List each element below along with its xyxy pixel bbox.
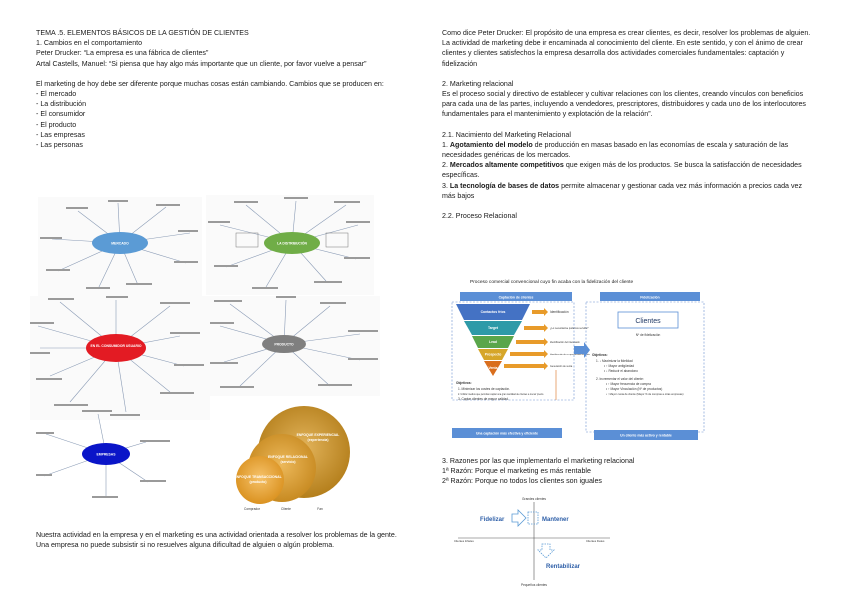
section-3: [442, 456, 814, 487]
objetivo-item: • ↑ Mayor frecuencia de compra: [606, 382, 651, 386]
right-column: [442, 28, 814, 221]
relational-definition: Es el proceso social y directivo de establecer y cultivar relaciones con los clientes, creando vínculos con beneficios para cada una de las partes, incluyendo a vendedores, prescriptores, distribuidores y cada uno de los interlocutores fundamentales para el mantenimiento y explotación de la relación”.: [442, 90, 806, 119]
mindmap-consumidor: [30, 296, 210, 420]
funnel-stage-label: Contactos fríos: [480, 310, 506, 314]
fidelizacion-header: Fidelización: [640, 295, 660, 300]
closing-paragraph: Nuestra actividad en la empresa y en el marketing es una actividad orientada a resolver los problemas de la gente. Una empresa no puede subsistir si no resuelves alguna dificultad de alguien o algún problema.: [36, 531, 397, 550]
objetivo-item: • ↑ Mayor cuota de cliente (Mayor % de compras a otras empresas): [606, 393, 684, 396]
enfoque-circles-diagram: [218, 406, 360, 514]
objetivo-item: • ↑ Mayor antigüedad: [604, 364, 634, 368]
reason-item: 1. Agotamiento del modelo de producción en masas basado en las economías de escala y saturación de las necesidades genéricas de los mercados.: [442, 140, 789, 160]
clientes-box-label: Clientes: [635, 318, 661, 325]
quote-drucker: Peter Drucker: “La empresa es una fábrica de clientes”: [36, 49, 209, 58]
funnel-note: Identificación: [550, 310, 569, 314]
objetivo-item: 1. Minimizar los costes de captación.: [458, 387, 511, 391]
reason-1: 1ª Razón: Porque el marketing es más rentable: [442, 467, 591, 476]
section-heading: 1. Cambios en el comportamiento: [36, 39, 143, 48]
section-heading: 2. Marketing relacional: [442, 79, 514, 88]
axis-label-left: Clientes Infieles: [454, 539, 474, 543]
clientes-sub: Nº de fidelización: [635, 333, 661, 337]
funnel-stage-label: Lead: [489, 340, 497, 344]
objetivo-item: • ↓ Reducir el abandono: [604, 369, 638, 373]
list-item: - El consumidor: [36, 110, 86, 119]
drucker-paragraph: Como dice Peter Drucker: El propósito de una empresa es crear clientes, es decir, resolver los problemas de alguien.: [442, 29, 811, 37]
mindmap-mercado: [38, 197, 202, 297]
mindmap-center-label: LA DISTRIBUCIÓN: [277, 241, 307, 246]
process-diagram: [448, 290, 710, 442]
circle-caption: Comprador: [244, 507, 260, 511]
subsection-heading: 2.2. Proceso Relacional: [442, 212, 517, 221]
mindmap-center-label: MERCADO: [111, 241, 129, 246]
objetivo-item: 2. Incrementar el valor del cliente:: [596, 377, 644, 381]
objetivo-item: 1. ↓ Maximizar la fidelidad: [596, 359, 633, 363]
svg-text:EN EL CONSUMIDOR USUARIO: [91, 344, 142, 348]
mindmap-producto: [210, 296, 380, 396]
mindmap-distribucion: [206, 195, 374, 295]
axis-label-top: Grandes clientes: [522, 497, 546, 501]
mindmap-center-label: EMPRESAS: [96, 452, 116, 457]
arrow-right-icon: [512, 510, 526, 526]
footer-captacion: Una captación más efectiva y eficiente: [475, 431, 539, 436]
captacion-header: Captación de clientes: [498, 295, 534, 300]
reason-item: 3. La tecnología de bases de datos permite almacenar y gestionar cada vez más información a precios cada vez más bajos: [442, 181, 802, 200]
intro-paragraph: El marketing de hoy debe ser diferente porque muchas cosas están cambiando. Cambios que se producen en:: [36, 79, 384, 88]
doc-title: TEMA .5. ELEMENTOS BÁSICOS DE LA GESTIÓN DE CLIENTES: [36, 29, 249, 37]
process-title: Proceso comercial convencional cuyo fin acaba con la fidelización del cliente: [470, 280, 634, 285]
axis-label-bottom: Pequeños clientes: [520, 583, 548, 587]
reason-item: 2. Mercados altamente competitivos que exigen más de los productos. Se busca la satisfacción de necesidades específicas.: [442, 161, 802, 180]
section-heading: 3. Razones por las que implementarlo el marketing relacional: [442, 457, 635, 465]
list-item: - El producto: [36, 120, 77, 129]
reason-2: 2ª Razón: Porque no todos los clientes son iguales: [442, 477, 602, 486]
enfoque-experiencial-label: ENFOQUE EXPERIENCIAL: [296, 433, 340, 437]
circle-caption: Fan: [317, 507, 323, 511]
objetivo-item: 3. Captar clientes de mayor calidad.: [458, 397, 509, 401]
marketing-activity-paragraph: La actividad de marketing debe ir encaminada al conocimiento del cliente. En este sentido, y con el ánimo de crear clientes y clientes satisfechos la empresa desarrolla dos actividades comerciales fundamentales: captación y fidelización: [442, 39, 803, 68]
mindmap-center-label: PRODUCTO: [274, 342, 294, 347]
list-item: - La distribución: [36, 100, 87, 109]
footer-fidelizacion: Un cliente más activo y rentable: [620, 433, 672, 438]
list-item: - Las personas: [36, 141, 83, 150]
objetivo-item: • ↑ Mayor Vinculación (Nº de productos): [606, 387, 663, 391]
enfoque-experiencial-sub: (experiencia): [307, 438, 329, 442]
quadrant-rentabilizar: Rentabilizar: [546, 564, 581, 570]
list-item: - El mercado: [36, 90, 77, 99]
left-column: [36, 28, 408, 150]
arrow-down-icon: [538, 544, 554, 558]
objetivos-title: Objetivos:: [592, 353, 608, 357]
funnel-note: Identificación del interesado: [550, 341, 580, 344]
funnel-note: Identificación de su oportunidad de venta: [550, 354, 590, 356]
mindmap-center-node: [86, 334, 146, 362]
subsection-heading: 2.1. Nacimiento del Marketing Relacional: [442, 130, 571, 139]
enfoque-transaccional-label: ENFOQUE TRANSACCIONAL: [234, 475, 282, 479]
funnel-stage-label: Target: [487, 326, 499, 330]
client-quadrant-diagram: [450, 494, 620, 590]
funnel-stage-label: Venta: [488, 366, 498, 370]
funnel-note: Generación de venta: [550, 365, 573, 368]
enfoque-transaccional-sub: (producto): [249, 480, 267, 484]
circle-caption: Cliente: [281, 507, 291, 511]
mindmap-empresas: [36, 408, 186, 504]
enfoque-relacional-label: ENFOQUE RELACIONAL: [268, 455, 308, 459]
list-item: - Las empresas: [36, 130, 85, 139]
quadrant-mantener: Mantener: [542, 517, 569, 523]
quote-artal: Artal Castells, Manuel: “Si piensa que hay algo más importante que un cliente, por favor vuelve a pensar”: [36, 59, 367, 68]
mindmap-center-label: EN EL CONSUMIDOR USUARIO: [90, 344, 142, 348]
funnel-note: ¿Lo necesitan/se podemos servirle?: [550, 327, 589, 330]
funnel-stage-label: Prospecto: [484, 352, 502, 357]
objetivos-title: Objetivos:: [456, 381, 472, 385]
objetivo-item: 2. Utilizar medios que permitan captar una gran cantidad de clientes a menor precio.: [458, 394, 544, 396]
axis-label-right: Clientes Fieles: [586, 539, 605, 543]
enfoque-relacional-sub: (servicio): [280, 460, 296, 464]
quadrant-fidelizar: Fidelizar: [480, 517, 505, 523]
